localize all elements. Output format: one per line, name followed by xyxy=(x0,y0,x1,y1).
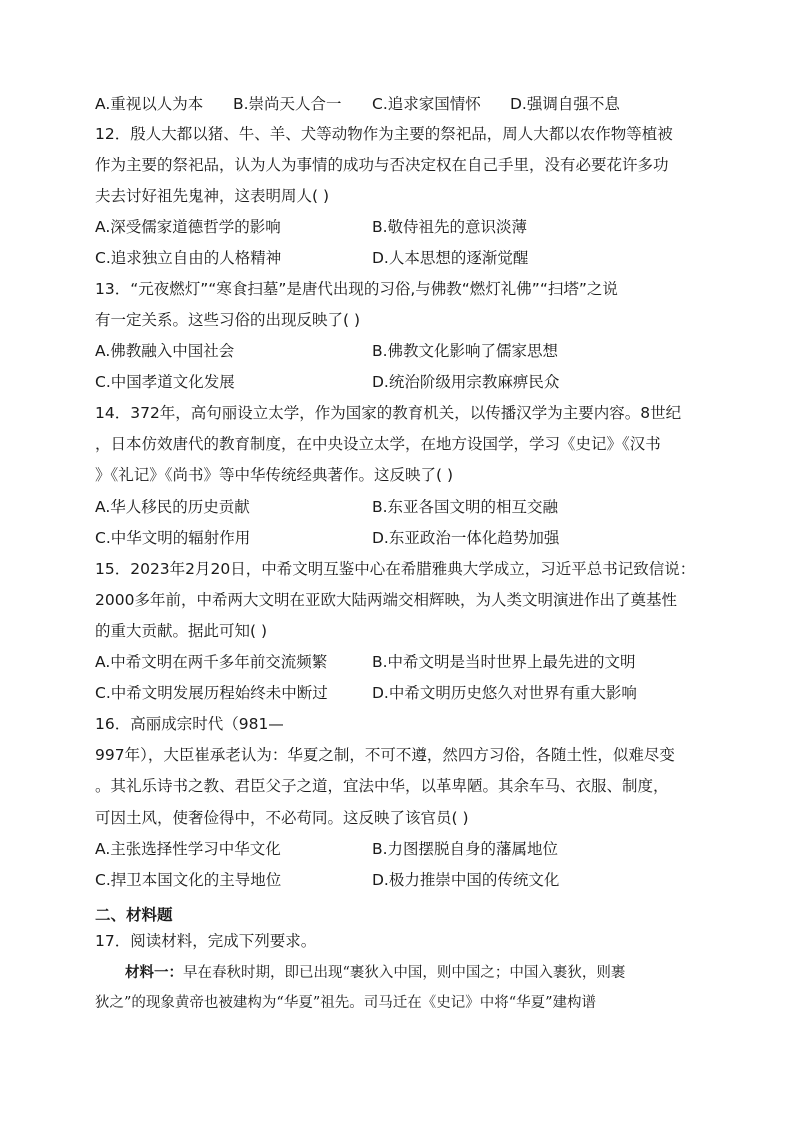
q16-options-row-2 xyxy=(95,870,705,892)
q13-stem-line-2: 有一定关系。这些习俗的出现反映了( ) xyxy=(95,311,361,329)
q14-options-row-2 xyxy=(95,528,705,550)
material-1-label: 材料一： xyxy=(125,964,183,981)
q14-option-b[interactable]: B.东亚各国文明的相互交融 xyxy=(372,498,559,516)
q13-options-row-2 xyxy=(95,372,705,394)
q12-option-a[interactable]: A.深受儒家道德哲学的影响 xyxy=(95,218,281,236)
q11-option-b[interactable]: B.崇尚天人合一 xyxy=(233,95,342,113)
q12-stem-line-1: 12．殷人大都以猪、牛、羊、犬等动物作为主要的祭祀品，周人大都以农作物等植被 xyxy=(95,125,673,143)
q12-option-c[interactable]: C.追求独立自由的人格精神 xyxy=(95,249,282,267)
q12-option-d[interactable]: D.人本思想的逐渐觉醒 xyxy=(372,249,529,267)
q14-option-c[interactable]: C.中华文明的辐射作用 xyxy=(95,529,251,547)
q12-options-row-2 xyxy=(95,248,705,270)
q13-option-a[interactable]: A.佛教融入中国社会 xyxy=(95,342,235,360)
q14-options-row-1 xyxy=(95,497,705,519)
q15-option-c[interactable]: C.中希文明发展历程始终未中断过 xyxy=(95,684,328,702)
q14-stem-line-1: 14．372年，高句丽设立太学，作为国家的教育机关，以传播汉学为主要内容。8世纪 xyxy=(95,404,682,422)
q16-options-row-1 xyxy=(95,839,705,861)
material-1-text-1: 早在春秋时期，即已出现“裹狄入中国，则中国之；中国入裹狄，则裹 xyxy=(183,965,626,981)
section-heading: 二、材料题 xyxy=(95,906,173,924)
q16-option-a[interactable]: A.主张选择性学习中华文化 xyxy=(95,840,281,858)
q16-stem-line-4: 可因土风，使奢俭得中，不必苟同。这反映了该官员( ) xyxy=(95,809,469,827)
q16-stem-line-1: 16．高丽成宗时代（981— xyxy=(95,715,284,733)
q14-option-d[interactable]: D.东亚政治一体化趋势加强 xyxy=(372,529,560,547)
material-1-line-1 xyxy=(125,963,705,985)
q13-option-c[interactable]: C.中国孝道文化发展 xyxy=(95,373,235,391)
q13-stem-line-1: 13．“元夜燃灯”“寒食扫墓”是唐代出现的习俗,与佛教“燃灯礼佛”“扫塔”之说 xyxy=(95,280,618,298)
q16-option-b[interactable]: B.力图摆脱自身的藩属地位 xyxy=(372,840,559,858)
q13-option-d[interactable]: D.统治阶级用宗教麻痹民众 xyxy=(372,373,560,391)
q14-option-a[interactable]: A.华人移民的历史贡献 xyxy=(95,498,250,516)
q15-option-d[interactable]: D.中希文明历史悠久对世界有重大影响 xyxy=(372,684,637,702)
q14-stem-line-3: 》《礼记》《尚书》等中华传统经典著作。这反映了( ) xyxy=(95,466,454,484)
q15-options-row-1 xyxy=(95,652,705,674)
q12-stem-line-2: 作为主要的祭祀品，认为人为事情的成功与否决定权在自己手里，没有必要花许多功 xyxy=(95,156,669,174)
q14-stem-line-2: ，日本仿效唐代的教育制度，在中央设立太学，在地方设国学，学习《史记》《汉书 xyxy=(95,435,661,453)
q12-stem-line-3: 夫去讨好祖先鬼神，这表明周人( ) xyxy=(95,187,330,205)
q16-stem-line-3: 。其礼乐诗书之教、君臣父子之道，宜法中华，以革卑陋。其余车马、衣服、制度， xyxy=(95,777,669,795)
q11-options xyxy=(95,94,705,116)
q13-option-b[interactable]: B.佛教文化影响了儒家思想 xyxy=(372,342,559,360)
q15-stem-line-1: 15．2023年2月20日，中希文明互鉴中心在希腊雅典大学成立，习近平总书记致信说： xyxy=(95,560,696,578)
q11-option-c[interactable]: C.追求家国情怀 xyxy=(372,95,481,113)
q16-option-c[interactable]: C.捍卫本国文化的主导地位 xyxy=(95,871,282,889)
q17-stem: 17．阅读材料，完成下列要求。 xyxy=(95,932,317,950)
q13-options-row-1 xyxy=(95,341,705,363)
q15-stem-line-2: 2000多年前，中希两大文明在亚欧大陆两端交相辉映，为人类文明演进作出了奠基性 xyxy=(95,591,677,609)
material-1-line-2: 狄之”的现象黄帝也被建构为“华夏”祖先。司马迁在《史记》中将“华夏”建构谱 xyxy=(95,995,597,1011)
q12-options-row-1 xyxy=(95,217,705,239)
q11-option-a[interactable]: A.重视以人为本 xyxy=(95,95,204,113)
q15-options-row-2 xyxy=(95,683,705,705)
q11-option-d[interactable]: D.强调自强不息 xyxy=(510,95,620,113)
q12-option-b[interactable]: B.敬侍祖先的意识淡薄 xyxy=(372,218,528,236)
q16-stem-line-2: 997年），大臣崔承老认为：华夏之制，不可不遵，然四方习俗，各随土性，似难尽变 xyxy=(95,746,675,764)
q16-option-d[interactable]: D.极力推崇中国的传统文化 xyxy=(372,871,560,889)
q15-stem-line-3: 的重大贡献。据此可知( ) xyxy=(95,622,268,640)
q15-option-b[interactable]: B.中希文明是当时世界上最先进的文明 xyxy=(372,653,636,671)
q15-option-a[interactable]: A.中希文明在两千多年前交流频繁 xyxy=(95,653,328,671)
